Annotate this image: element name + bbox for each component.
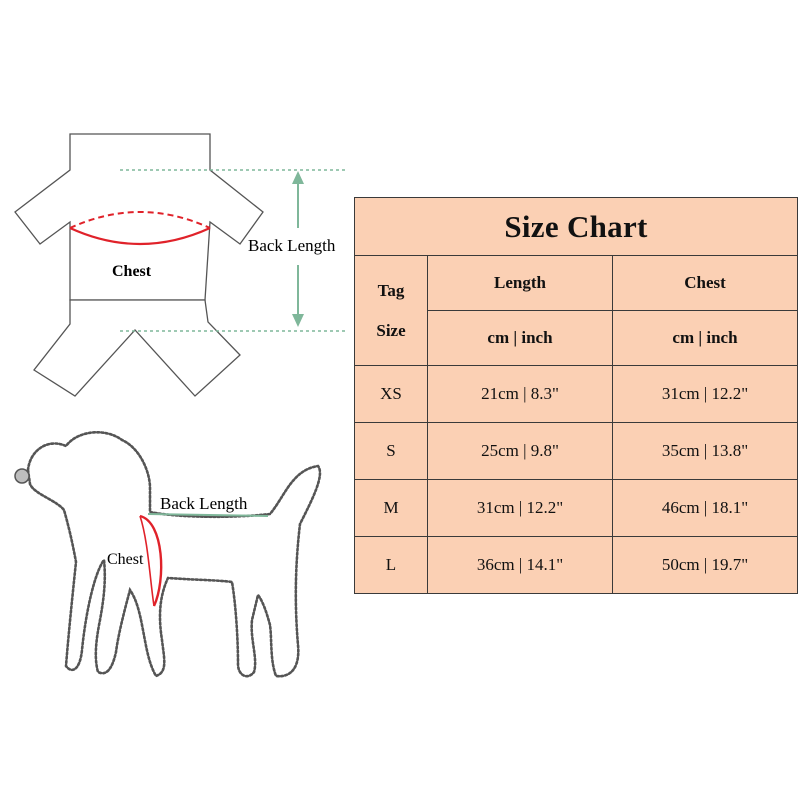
table-row (355, 423, 798, 480)
size-cell: M (355, 480, 428, 537)
chest-header: Chest (613, 256, 798, 311)
garment-diagram (15, 134, 345, 396)
table-row (355, 366, 798, 423)
chest-cell: 35cm | 13.8" (613, 423, 798, 480)
tag-header-line2: Size (376, 320, 406, 340)
chest-units-header: cm | inch (613, 311, 798, 366)
length-header: Length (428, 256, 613, 311)
chest-cell: 46cm | 18.1" (613, 480, 798, 537)
length-cell: 31cm | 12.2" (428, 480, 613, 537)
chest-cell: 31cm | 12.2" (613, 366, 798, 423)
size-cell: S (355, 423, 428, 480)
dog-diagram (15, 432, 320, 676)
garment-chest-label: Chest (112, 263, 152, 280)
size-cell: L (355, 537, 428, 594)
dog-back-length-label: Back Length (160, 494, 248, 513)
tag-size-header (355, 256, 428, 366)
back-length-arrowhead-up (292, 171, 304, 184)
garment-bottom-outline (34, 300, 240, 396)
length-units-header: cm | inch (428, 311, 613, 366)
length-cell: 25cm | 9.8" (428, 423, 613, 480)
garment-back-length-label: Back Length (248, 236, 336, 255)
length-cell: 36cm | 14.1" (428, 537, 613, 594)
size-cell: XS (355, 366, 428, 423)
dog-body-outline (28, 432, 320, 676)
back-length-arrowhead-down (292, 314, 304, 327)
table-row (355, 480, 798, 537)
dog-chest-label: Chest (107, 551, 144, 568)
table-row (355, 537, 798, 594)
dog-nose (15, 469, 29, 483)
chest-cell: 50cm | 19.7" (613, 537, 798, 594)
size-chart-table (354, 197, 798, 594)
tag-header-line1: Tag (377, 280, 405, 300)
dog-back-length-line (148, 514, 268, 516)
length-cell: 21cm | 8.3" (428, 366, 613, 423)
size-chart-title: Size Chart (355, 198, 798, 256)
